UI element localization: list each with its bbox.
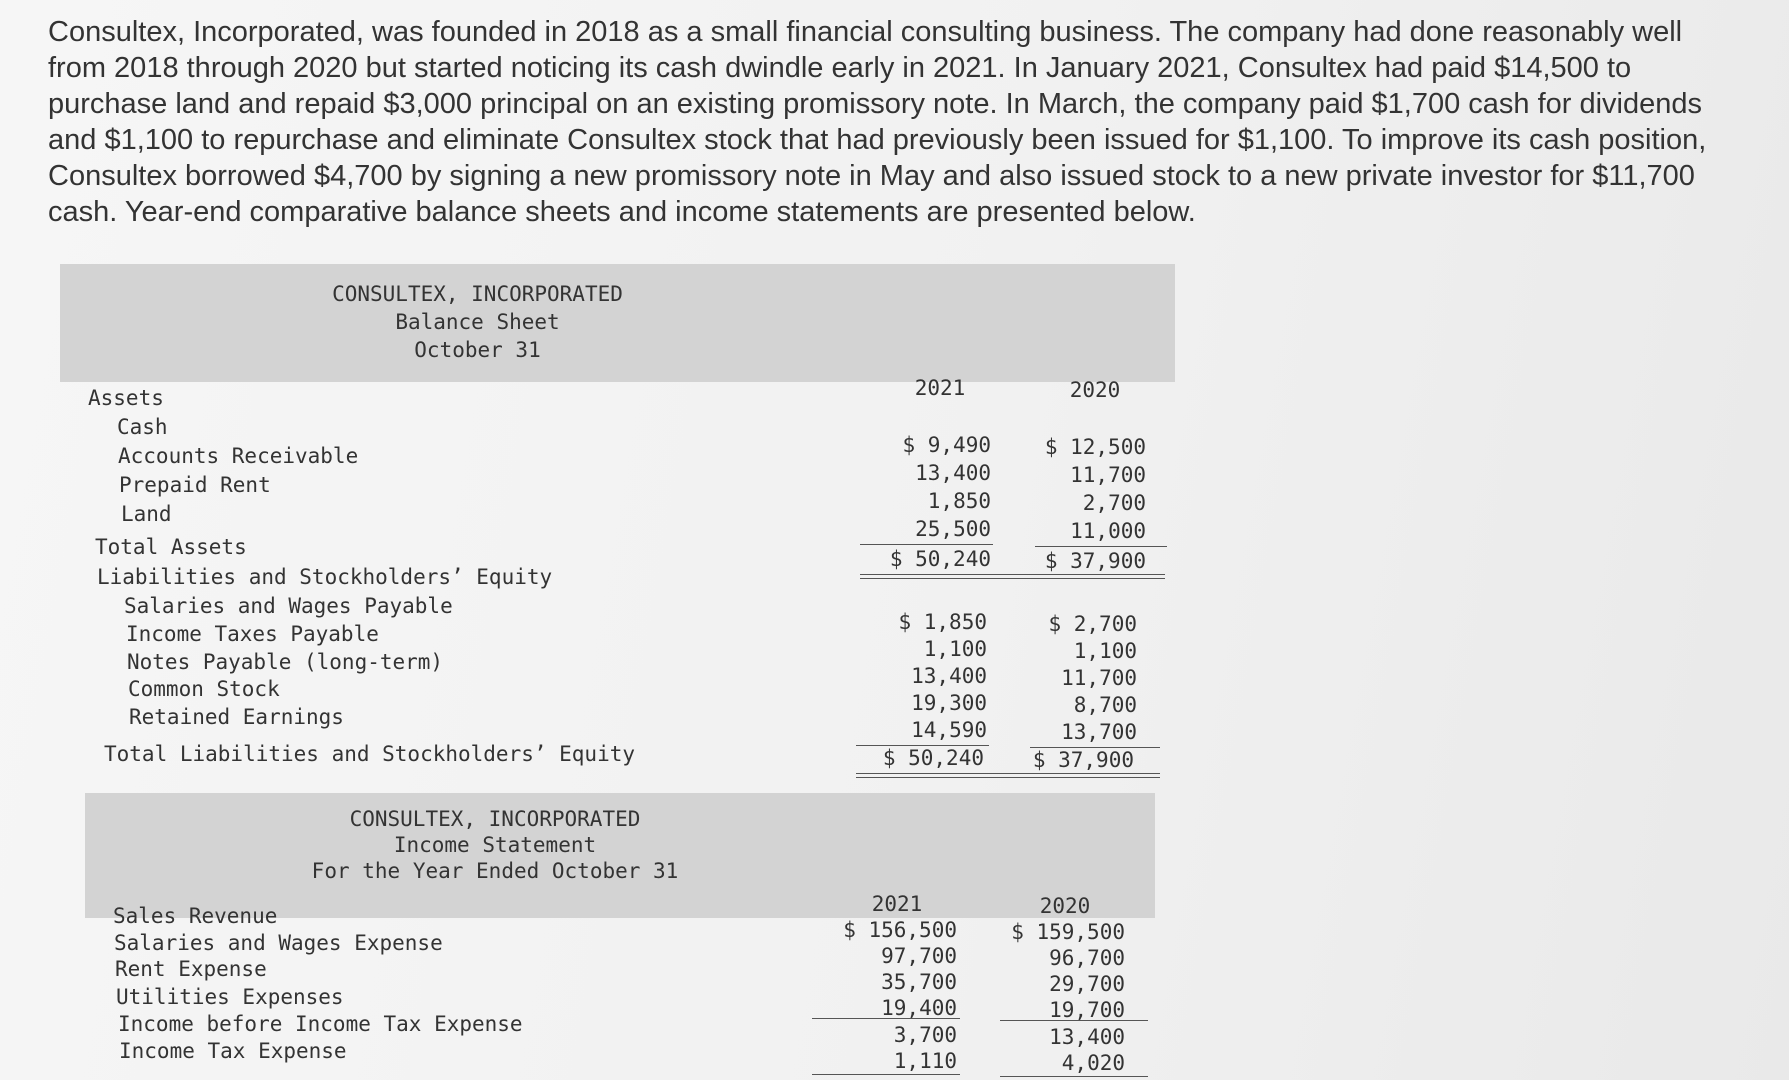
income-col-2021: 2021 [871,892,923,916]
liability-value-2021: 13,400 [911,664,987,688]
liability-label: Income Taxes Payable [126,622,379,646]
income-statement-period: For the Year Ended October 31 [311,859,679,883]
asset-value-2020: 2,700 [1082,491,1146,515]
subtotal-rule [1035,546,1167,547]
total-assets-2020: $ 37,900 [1044,549,1146,573]
total-liabilities-2020: $ 37,900 [1032,748,1134,772]
liability-value-2020: 11,700 [1061,666,1137,690]
asset-value-2021: $ 9,490 [902,433,991,457]
liability-value-2020: 1,100 [1073,639,1137,663]
subtotal-rule [1000,1020,1148,1021]
income-row-label: Salaries and Wages Expense [114,931,443,955]
income-statement-header [85,793,1155,918]
liability-value-2020: 13,700 [1061,720,1137,744]
income-value-2021: $ 156,500 [843,918,957,942]
income-value-2020: 29,700 [1049,972,1125,996]
income-value-2020: $ 159,500 [1011,920,1125,944]
total-assets-2021: $ 50,240 [889,547,991,571]
income-value-2021: 97,700 [881,944,957,968]
total-double-rule [860,574,1165,579]
asset-label: Prepaid Rent [119,473,271,497]
income-value-2021: 19,400 [881,996,957,1020]
income-statement-company: CONSULTEX, INCORPORATED [349,807,641,831]
liability-value-2021: 1,100 [923,637,987,661]
liability-label: Salaries and Wages Payable [124,594,453,618]
balance-col-2020: 2020 [1069,378,1121,402]
liability-label: Common Stock [128,677,280,701]
subtotal-rule [812,1074,960,1075]
income-value-2020: 13,400 [1049,1025,1125,1049]
asset-value-2020: 11,700 [1070,463,1146,487]
liability-value-2021: 19,300 [911,691,987,715]
asset-value-2021: 25,500 [915,517,991,541]
liability-value-2020: $ 2,700 [1048,612,1137,636]
liability-value-2021: 14,590 [911,718,987,742]
income-value-2020: 4,020 [1061,1051,1125,1075]
assets-heading: Assets [88,386,164,410]
balance-sheet-date: October 31 [414,338,541,362]
liabilities-heading: Liabilities and Stockholders’ Equity [97,565,553,589]
balance-col-2021: 2021 [914,376,966,400]
asset-label: Cash [117,415,168,439]
income-value-2021: 3,700 [893,1023,957,1047]
balance-sheet-company: CONSULTEX, INCORPORATED [332,282,623,306]
liability-value-2021: $ 1,850 [898,610,987,634]
asset-value-2020: $ 12,500 [1044,435,1146,459]
income-col-2020: 2020 [1039,894,1091,918]
income-statement-title: Income Statement [393,833,597,857]
balance-sheet-title: Balance Sheet [395,310,560,334]
liability-value-2020: 8,700 [1073,693,1137,717]
asset-label: Accounts Receivable [118,444,359,468]
income-value-2020: 96,700 [1049,946,1125,970]
income-row-label: Sales Revenue [113,904,278,928]
problem-intro-text: Consultex, Incorporated, was founded in 2018 as a small financial consulting business. The company had done reasonably well from 2018 through 2020 but started noticing its cash dwindle early in 2021. In January 2021, Consultex had paid $14,500 to purchase land and repaid $3,000 principal on an existing promissory note. In March, the company paid $1,700 cash for dividends and $1,100 to repurchase and eliminate Consultex stock that had previously been issued for $1,100. To improve its cash position, Consultex borrowed $4,700 by signing a new promissory note in May and also issued stock to a new private investor for $11,700 cash. Year-end comparative balance sheets and income statements are presented below. [48,16,1707,228]
income-row-label: Income Tax Expense [119,1039,347,1063]
asset-value-2021: 13,400 [915,461,991,485]
income-row-label: Utilities Expenses [116,985,344,1009]
income-row-label: Income before Income Tax Expense [118,1012,523,1036]
total-double-rule [856,773,1160,778]
total-liabilities-2021: $ 50,240 [882,746,984,770]
income-value-2021: 35,700 [881,970,957,994]
subtotal-rule [860,544,993,545]
subtotal-rule [812,1018,960,1019]
asset-label: Land [121,502,172,526]
asset-value-2021: 1,850 [927,489,991,513]
balance-sheet-header [60,264,1175,382]
income-row-label: Rent Expense [115,957,267,981]
liability-label: Notes Payable (long-term) [127,650,444,674]
total-liabilities-label: Total Liabilities and Stockholders’ Equity [104,742,636,766]
subtotal-rule [1000,1076,1148,1077]
asset-value-2020: 11,000 [1070,519,1146,543]
total-assets-label: Total Assets [95,535,247,559]
liability-label: Retained Earnings [129,705,344,729]
income-value-2020: 19,700 [1049,998,1125,1022]
income-value-2021: 1,110 [893,1049,957,1073]
